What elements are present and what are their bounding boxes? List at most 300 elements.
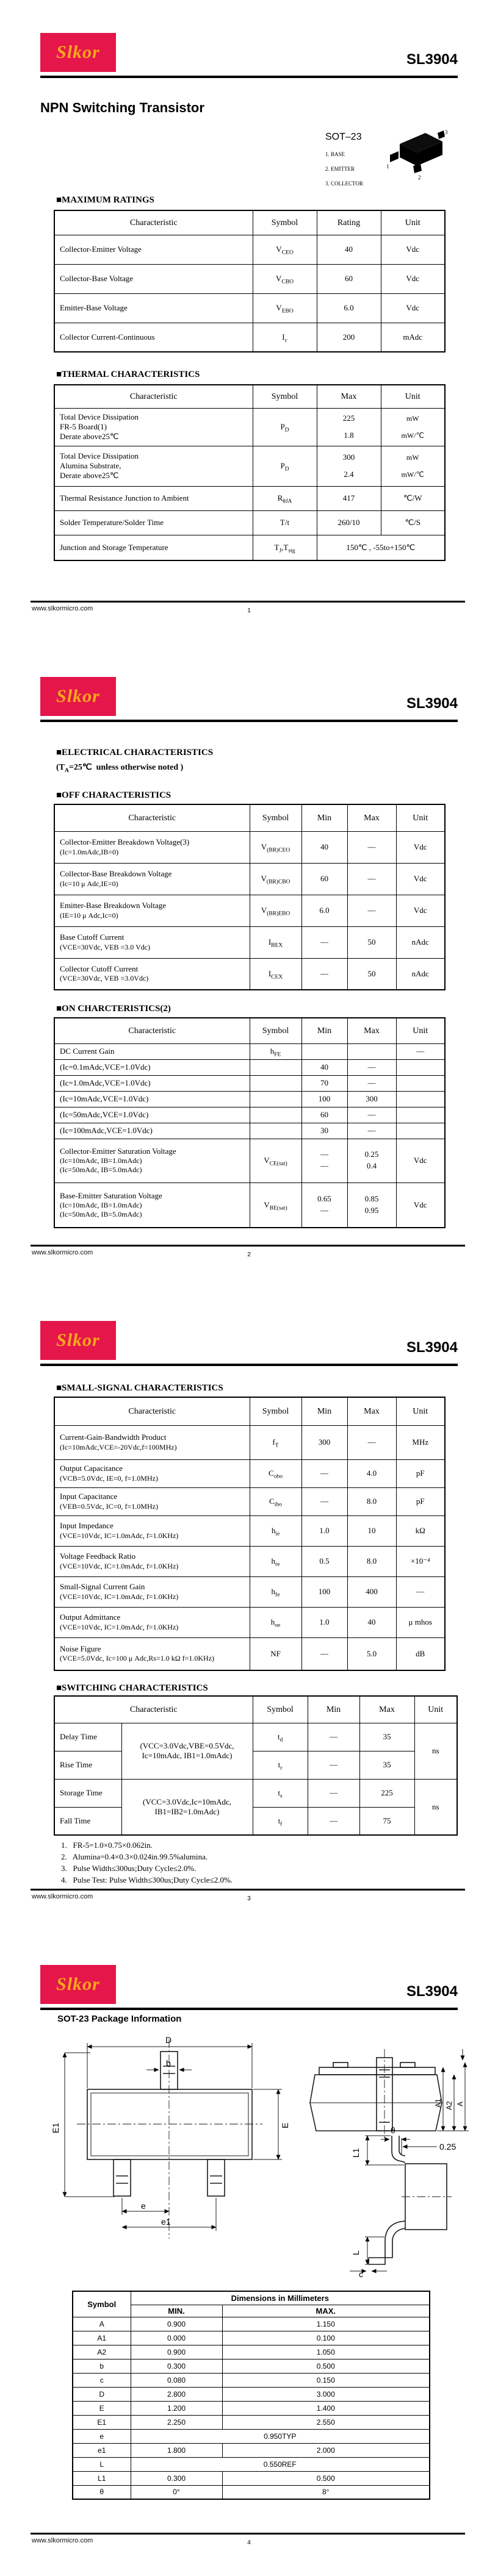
page-number: 2: [247, 1251, 251, 1258]
part-number: SL3904: [406, 51, 458, 68]
col-min: Min: [301, 1018, 347, 1043]
table-row: [54, 1723, 457, 1751]
section-on-characteristics: ■ON CHARCTERISTICS(2): [56, 1004, 171, 1014]
cell-symbol: E1: [73, 2415, 131, 2429]
note-2: 2. Alumina=0.4×0.3×0.024in.99.5%alumina.: [61, 1852, 208, 1861]
col-max: MAX.: [222, 2305, 430, 2317]
symbol-sub: CBO: [281, 279, 294, 285]
table-row: [54, 1107, 445, 1123]
cell-min: 0.65 —: [301, 1182, 347, 1228]
cell-symbol: $t_f$: [253, 1807, 308, 1835]
table-row: [54, 831, 445, 863]
symbol-main: I: [282, 332, 285, 342]
cell-max: 0.500: [222, 2359, 430, 2373]
cell-empty: [396, 1075, 445, 1091]
cell-characteristic: Base-Emitter Saturation Voltage (Ic=10mAdc, IB=1.0mAdc) (Ic=50mAdc, IB=5.0mAdc): [54, 1182, 250, 1228]
table-row: [54, 535, 445, 560]
cell-symbol: $I_{BEX}$: [250, 926, 301, 958]
col-characteristic: Characteristic: [54, 385, 253, 408]
section-off-characteristics: ■OFF CHARACTERISTICS: [56, 790, 171, 800]
col-characteristic: Characteristic: [54, 1397, 250, 1425]
cell-unit: Vdc: [396, 863, 445, 895]
table-row: [54, 1576, 445, 1607]
cell-min: 40: [301, 831, 347, 863]
cell-characteristic: Total Device Dissipation Alumina Substrate, Derate above25℃: [54, 446, 253, 486]
lead-profile-view: [369, 2136, 452, 2264]
dim-label-E1: E1: [51, 2122, 60, 2133]
cell-symbol: $P_D$: [253, 408, 317, 446]
header-rule: [40, 1364, 458, 1366]
cell-empty: [301, 1043, 347, 1059]
cell-characteristic: Emitter-Base Breakdown Voltage (IE=10 μ Adc,Ic=0): [54, 895, 250, 926]
cell-max: 2.000: [222, 2443, 430, 2457]
lead-profile-dimensions: [350, 2136, 437, 2271]
cell-unit: nAdc: [396, 926, 445, 958]
cell-empty: [396, 1091, 445, 1107]
cell-characteristic: Fall Time: [54, 1807, 121, 1835]
cell-characteristic: Solder Temperature/Solder Time: [54, 510, 253, 535]
cell-min: —: [308, 1807, 359, 1835]
cell-max: 0.85 0.95: [347, 1182, 396, 1228]
cell-unit: ns: [414, 1723, 457, 1779]
cell-min: 0.900: [131, 2345, 222, 2359]
table-row: [54, 1546, 445, 1576]
cell-max: 300: [347, 1091, 396, 1107]
note-1: 1. FR-5=1.0×0.75×0.062in.: [61, 1841, 153, 1850]
cell-condition: (Ic=50mAdc,VCE=1.0Vdc): [54, 1107, 250, 1123]
table-row: [73, 2457, 430, 2471]
package-lead-2: [413, 163, 422, 173]
table-row: [73, 2443, 430, 2457]
pin-label-base: 1. BASE: [325, 151, 345, 157]
table-row: [54, 1807, 457, 1835]
cell-unit: nAdc: [396, 958, 445, 990]
table-header-row: [54, 1696, 457, 1723]
dim-label-b: b: [166, 2058, 171, 2068]
logo-text: Slkor: [56, 42, 100, 62]
cell-symbol: $V_{(BR)EBO}$: [250, 895, 301, 926]
cell-min: 1.0: [301, 1515, 347, 1546]
col-max: Max: [359, 1696, 414, 1723]
dim-label-D: D: [165, 2035, 172, 2045]
cell-max: —: [347, 1107, 396, 1123]
cell-condition: (Ic=1.0mAdc,VCE=1.0Vdc): [54, 1075, 250, 1091]
cell-unit: Vdc: [381, 235, 445, 264]
pin-number-2: 2: [418, 174, 421, 181]
table-row: [54, 1515, 445, 1546]
col-unit: Unit: [396, 804, 445, 831]
cell-condition: (VCC=3.0Vdc,Ic=10mAdc, IB1=IB2=1.0mAdc): [121, 1779, 253, 1835]
footer-website: www.slkormicro.com: [32, 1893, 93, 1900]
dim-label-e1: e1: [161, 2217, 171, 2227]
cell-symbol: $V_{BE(sat)}$: [250, 1182, 301, 1228]
cell-characteristic: Noise Figure (VCE=5.0Vdc, Ic=100 μ Adc,Rs=1.0 kΩ f=1.0KHz): [54, 1637, 250, 1670]
cell-characteristic: Collector-Base Breakdown Voltage (Ic=10 μ Adc,IE=0): [54, 863, 250, 895]
footer-rule: [31, 601, 465, 603]
cell-condition: (Ic=10mAdc,VCE=1.0Vdc): [54, 1091, 250, 1107]
table-header-row: [54, 1397, 445, 1425]
cell-min: 300: [301, 1425, 347, 1459]
cell-min: 30: [301, 1123, 347, 1139]
cell-max: 4.0: [347, 1459, 396, 1487]
cell-max: —: [347, 1059, 396, 1075]
table-row: [73, 2415, 430, 2429]
package-info-title: SOT-23 Package Information: [57, 2014, 182, 2024]
cell-symbol: $I_{CEX}$: [250, 958, 301, 990]
footer-rule: [31, 1245, 465, 1247]
cell-characteristic: Collector-Emitter Breakdown Voltage(3) (Ic=1.0mAdc,IB=0): [54, 831, 250, 863]
cell-characteristic: Junction and Storage Temperature: [54, 535, 253, 560]
cell-max: —: [347, 1075, 396, 1091]
cell-max: 260/10: [317, 510, 381, 535]
logo-text: Slkor: [56, 1974, 100, 1994]
cell-condition: (VCC=3.0Vdc,VBE=0.5Vdc, Ic=10mAdc, IB1=1.0mAdc): [121, 1723, 253, 1779]
cell-empty: [250, 1075, 301, 1091]
cell-unit: pF: [396, 1459, 445, 1487]
col-dimensions-mm: Dimensions in Millimeters: [131, 2291, 430, 2305]
cell-max: 225 1.8: [317, 408, 381, 446]
col-symbol: Symbol: [253, 1696, 308, 1723]
table-row: [73, 2317, 430, 2331]
page-number: 1: [247, 607, 251, 614]
cell-min: 1.0: [301, 1607, 347, 1637]
small-signal-table: [54, 1397, 446, 1671]
cell-min: 100: [301, 1091, 347, 1107]
cell-max: 5.0: [347, 1637, 396, 1670]
logo-text: Slkor: [56, 1330, 100, 1350]
col-unit: Unit: [381, 210, 445, 235]
table-row: [54, 1637, 445, 1670]
col-unit: Unit: [396, 1018, 445, 1043]
cell-empty: [347, 1043, 396, 1059]
cell-min: —: [308, 1723, 359, 1751]
cell-max: —: [347, 895, 396, 926]
cell-characteristic: Collector Current-Continuous: [54, 323, 253, 352]
table-row: [54, 293, 445, 323]
cell-max: 35: [359, 1751, 414, 1779]
side-view: [310, 2049, 442, 2142]
cell-min: —: [301, 1487, 347, 1515]
cell-empty: [250, 1107, 301, 1123]
table-row: [73, 2401, 430, 2415]
dim-label-L: L: [351, 2250, 361, 2255]
on-characteristics-table: [54, 1017, 446, 1228]
cell-characteristic: Total Device Dissipation FR-5 Board(1) Derate above25℃: [54, 408, 253, 446]
section-switching: ■SWITCHING CHARACTERISTICS: [56, 1683, 208, 1693]
cell-characteristic: Base Cutoff Current (VCE=30Vdc, VEB =3.0 Vdc): [54, 926, 250, 958]
page-title: NPN Switching Transistor: [40, 100, 204, 115]
cell-rating: 6.0: [317, 293, 381, 323]
cell-symbol: [253, 235, 317, 264]
cell-symbol: $V_{CE(sat)}$: [250, 1139, 301, 1182]
col-max: Max: [317, 385, 381, 408]
cell-symbol: T/t: [253, 510, 317, 535]
cell-max: 0.25 0.4: [347, 1139, 396, 1182]
cell-max: 8°: [222, 2485, 430, 2499]
table-header-row: [54, 385, 445, 408]
cell-characteristic: Collector-Emitter Voltage: [54, 235, 253, 264]
table-row: [73, 2485, 430, 2499]
cell-empty: [250, 1123, 301, 1139]
cell-symbol: $V_{(BR)CBO}$: [250, 863, 301, 895]
table-row: [54, 446, 445, 486]
footer-website: www.slkormicro.com: [32, 1249, 93, 1256]
cell-symbol: $T_J,T_{stg}$: [253, 535, 317, 560]
cell-min: 0.300: [131, 2471, 222, 2485]
cell-min: —: [308, 1779, 359, 1807]
cell-empty: [250, 1091, 301, 1107]
cell-max: 3.000: [222, 2387, 430, 2401]
table-row: [54, 1059, 445, 1075]
cell-max: —: [347, 831, 396, 863]
cell-characteristic: Emitter-Base Voltage: [54, 293, 253, 323]
cell-characteristic: Input Capacitance (VEB=0.5Vdc, IC=0, f=1.0MHz): [54, 1487, 250, 1515]
table-header-row: [73, 2291, 430, 2305]
cell-unit: Vdc: [396, 1139, 445, 1182]
cell-max: 10: [347, 1515, 396, 1546]
dim-label-E: E: [280, 2122, 290, 2128]
table-row: [54, 323, 445, 352]
cell-symbol: e: [73, 2429, 131, 2443]
table-header-row: [54, 1018, 445, 1043]
cell-unit: —: [396, 1576, 445, 1607]
header-rule: [40, 76, 458, 78]
package-lead-3: [438, 131, 445, 139]
table-header-row: [54, 210, 445, 235]
pin-number-1: 1: [386, 163, 389, 170]
section-small-signal: ■SMALL-SIGNAL CHARACTERISTICS: [56, 1383, 223, 1393]
dim-label-L1: L1: [351, 2148, 361, 2158]
cell-empty: [396, 1123, 445, 1139]
cell-max: 40: [347, 1607, 396, 1637]
cell-min: 0.080: [131, 2373, 222, 2387]
front-view: [77, 2039, 262, 2239]
cell-characteristic: Output Admittance (VCE=10Vdc, IC=1.0mAdc, f=1.0KHz): [54, 1607, 250, 1637]
cell-max: —: [347, 1123, 396, 1139]
cell-max: 50: [347, 926, 396, 958]
cell-characteristic: Collector-Emitter Saturation Voltage (Ic=10mAdc, IB=1.0mAdc) (Ic=50mAdc, IB=5.0mAdc): [54, 1139, 250, 1182]
cell-symbol: E: [73, 2401, 131, 2415]
table-row: [54, 408, 445, 446]
cell-min: —: [308, 1751, 359, 1779]
col-symbol: Symbol: [250, 1397, 301, 1425]
cell-symbol: A2: [73, 2345, 131, 2359]
col-min: Min: [301, 1397, 347, 1425]
table-row: [73, 2429, 430, 2443]
cell-rating: 60: [317, 264, 381, 293]
footer-website: www.slkormicro.com: [32, 605, 93, 612]
dim-label-A1: A1: [434, 2098, 442, 2108]
cell-symbol: θ: [73, 2485, 131, 2499]
footnotes: [61, 1839, 233, 1886]
table-row: [54, 235, 445, 264]
pin-label-collector: 3. COLLECTOR: [325, 181, 363, 187]
page-1: [0, 0, 498, 644]
cell-max: 0.100: [222, 2331, 430, 2345]
cell-min: —: [301, 1637, 347, 1670]
cell-max: 1.150: [222, 2317, 430, 2331]
cell-characteristic: Current-Gain-Bandwidth Product (Ic=10mAdc,VCE=-20Vdc,f=100MHz): [54, 1425, 250, 1459]
cell-max: 75: [359, 1807, 414, 1835]
table-row: [54, 895, 445, 926]
table-row: [54, 1043, 445, 1059]
cell-unit: Vdc: [396, 831, 445, 863]
slkor-logo: [40, 33, 116, 72]
part-number: SL3904: [406, 695, 458, 712]
cell-unit: kΩ: [396, 1515, 445, 1546]
page-4: [0, 1932, 498, 2576]
dim-label-A2: A2: [445, 2101, 453, 2110]
cell-min: 1.200: [131, 2401, 222, 2415]
cell-symbol: c: [73, 2373, 131, 2387]
table-row: [54, 1182, 445, 1228]
cell-min: 2.250: [131, 2415, 222, 2429]
cell-max: 8.0: [347, 1546, 396, 1576]
table-row: [54, 264, 445, 293]
cell-unit: mW mW/℃: [381, 446, 445, 486]
dim-label-theta: θ: [391, 2125, 395, 2135]
cell-min: 2.800: [131, 2387, 222, 2401]
symbol-sub: c: [284, 337, 287, 344]
cell-symbol: $t_r$: [253, 1751, 308, 1779]
cell-empty: [396, 1107, 445, 1123]
sot23-package-image: [386, 127, 450, 183]
cell-symbol: $t_s$: [253, 1779, 308, 1807]
slkor-logo: [40, 1321, 116, 1360]
cell-condition: (Ic=100mAdc,VCE=1.0Vdc): [54, 1123, 250, 1139]
cell-min: —: [301, 958, 347, 990]
dim-label-e: e: [141, 2201, 146, 2211]
cell-condition: (Ic=0.1mAdc,VCE=1.0Vdc): [54, 1059, 250, 1075]
slkor-logo: [40, 1965, 116, 2004]
table-row: [54, 1091, 445, 1107]
cell-symbol: $h_{ie}$: [250, 1515, 301, 1546]
cell-max: 0.500: [222, 2471, 430, 2485]
cell-min: —: [301, 1459, 347, 1487]
cell-max: 2.550: [222, 2415, 430, 2429]
table-row: [54, 1139, 445, 1182]
table-row: [54, 1075, 445, 1091]
slkor-logo: [40, 677, 116, 716]
cell-min: 1.800: [131, 2443, 222, 2457]
cell-max: 1.050: [222, 2345, 430, 2359]
cell-characteristic: Collector-Base Voltage: [54, 264, 253, 293]
cell-unit: ×10⁻⁴: [396, 1546, 445, 1576]
dim-label-c: c: [359, 2269, 363, 2279]
col-max: Max: [347, 804, 396, 831]
cell-max: 8.0: [347, 1487, 396, 1515]
table-row: [54, 1459, 445, 1487]
package-lead-1: [390, 151, 399, 162]
cell-unit: pF: [396, 1487, 445, 1515]
table-row: [54, 926, 445, 958]
cell-min: 60: [301, 863, 347, 895]
col-min: Min: [301, 804, 347, 831]
cell-unit: Vdc: [381, 293, 445, 323]
col-characteristic: Characteristic: [54, 1018, 250, 1043]
off-characteristics-table: [54, 804, 446, 990]
header-rule: [40, 720, 458, 722]
cell-symbol: b: [73, 2359, 131, 2373]
cell-symbol: $V_{(BR)CEO}$: [250, 831, 301, 863]
page-number: 4: [247, 2539, 251, 2546]
table-row: [73, 2345, 430, 2359]
dim-label-offset: 0.25: [439, 2142, 457, 2152]
table-row: [73, 2471, 430, 2485]
table-row: [73, 2359, 430, 2373]
cell-min: — —: [301, 1139, 347, 1182]
package-name: SOT–23: [325, 132, 362, 142]
cell-max: —: [347, 863, 396, 895]
cell-min: 70: [301, 1075, 347, 1091]
cell-min: 0.900: [131, 2317, 222, 2331]
cell-rating: 40: [317, 235, 381, 264]
table-row: [54, 863, 445, 895]
section-electrical: ■ELECTRICAL CHARACTERISTICS: [56, 748, 214, 757]
thermal-table: [54, 384, 446, 561]
cell-max: 1.400: [222, 2401, 430, 2415]
section-maximum-ratings: ■MAXIMUM RATINGS: [56, 195, 154, 205]
cell-characteristic: DC Current Gain: [54, 1043, 250, 1059]
cell-symbol: D: [73, 2387, 131, 2401]
cell-characteristic: Voltage Feedback Ratio (VCE=10Vdc, IC=1.0mAdc, f=1.0KHz): [54, 1546, 250, 1576]
cell-min: 0.000: [131, 2331, 222, 2345]
table-row: [73, 2387, 430, 2401]
cell-symbol: L1: [73, 2471, 131, 2485]
col-rating: Rating: [317, 210, 381, 235]
symbol-main: V: [276, 244, 282, 254]
cell-unit: Vdc: [381, 264, 445, 293]
cell-max: 0.150: [222, 2373, 430, 2387]
col-characteristic: Characteristic: [54, 1696, 253, 1723]
cell-unit: μ mhos: [396, 1607, 445, 1637]
symbol-sub: EBO: [281, 308, 294, 315]
cell-max: 50: [347, 958, 396, 990]
col-unit: Unit: [414, 1696, 457, 1723]
cell-min: 0.5: [301, 1546, 347, 1576]
cell-min: 100: [301, 1576, 347, 1607]
cell-min: 6.0: [301, 895, 347, 926]
col-symbol: Symbol: [250, 804, 301, 831]
cell-max: 35: [359, 1723, 414, 1751]
cell-max: 417: [317, 486, 381, 510]
col-symbol: Symbol: [253, 385, 317, 408]
part-number: SL3904: [406, 1983, 458, 2000]
page-number: 3: [247, 1895, 251, 1902]
cell-characteristic: Storage Time: [54, 1779, 121, 1807]
col-symbol: Symbol: [73, 2291, 131, 2317]
header-rule: [40, 2008, 458, 2010]
cell-ref-span: 0.550REF: [131, 2457, 430, 2471]
cell-unit: mAdc: [381, 323, 445, 352]
table-row: [54, 510, 445, 535]
col-characteristic: Characteristic: [54, 804, 250, 831]
note-3: 3. Pulse Width≤300us;Duty Cycle≤2.0%.: [61, 1864, 197, 1873]
cell-symbol: [253, 264, 317, 293]
cell-unit: MHz: [396, 1425, 445, 1459]
footer-website: www.slkormicro.com: [32, 2537, 93, 2544]
table-row: [54, 1425, 445, 1459]
table-row: [54, 1779, 457, 1807]
switching-table: [54, 1695, 458, 1836]
cell-symbol: $C_{ibo}$: [250, 1487, 301, 1515]
symbol-sub: CEO: [281, 249, 294, 256]
cell-max: 300 2.4: [317, 446, 381, 486]
col-symbol: Symbol: [253, 210, 317, 235]
cell-characteristic: Delay Time: [54, 1723, 121, 1751]
footer-rule: [31, 2533, 465, 2535]
cell-empty: [250, 1059, 301, 1075]
